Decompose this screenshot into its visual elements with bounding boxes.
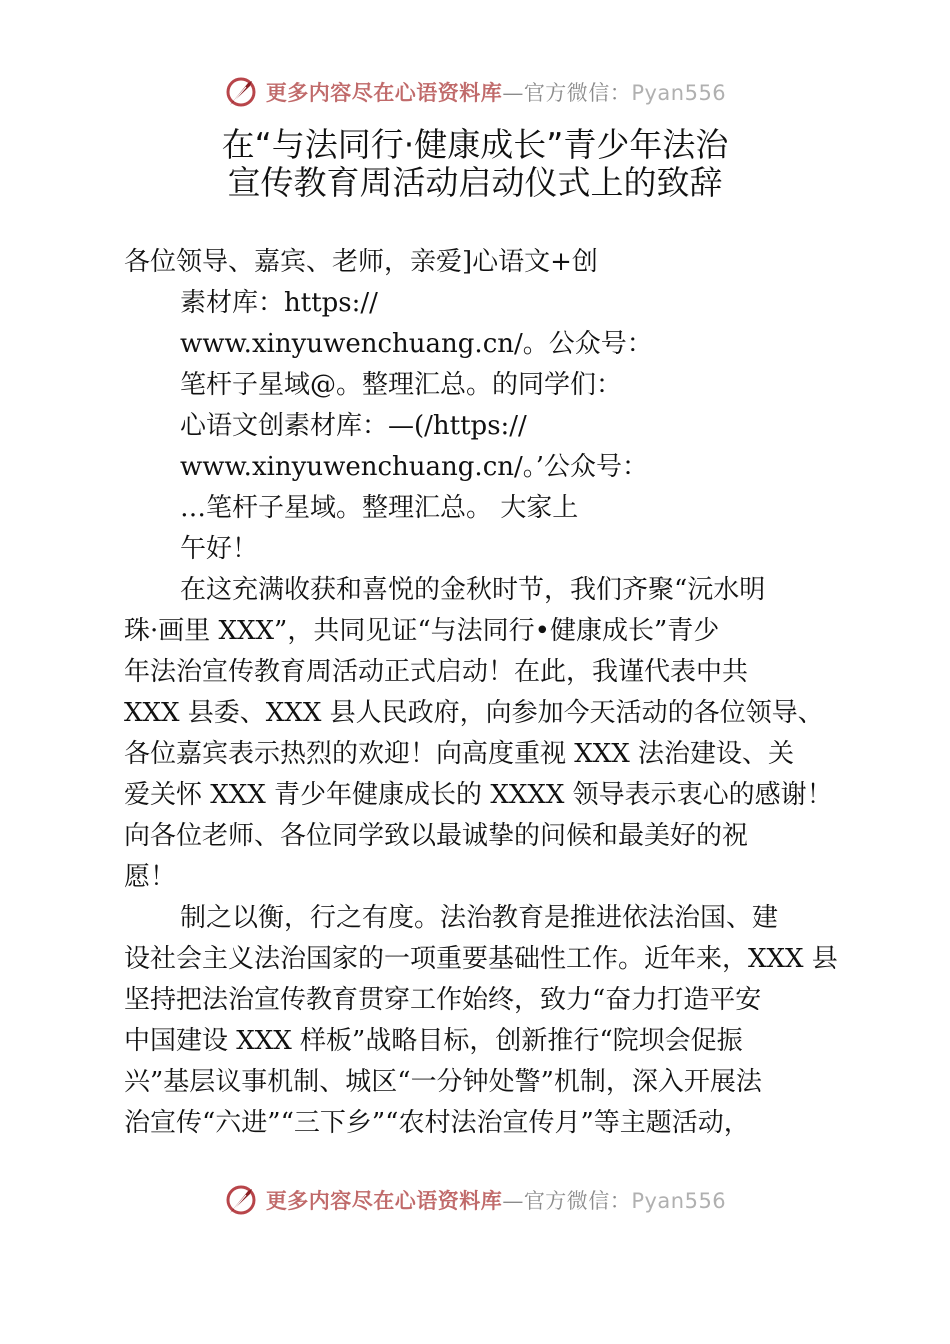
body-line: 笔杆子星域@。整理汇总。的同学们： (180, 370, 623, 400)
body-line: …笔杆子星域。整理汇总。 大家上 (180, 493, 579, 523)
paragraph-line: XXX 县委、XXX 县人民政府，向参加今天活动的各位领导、 (124, 698, 824, 728)
quill-pen-logo-icon (224, 75, 258, 109)
watermark-wechat-id: Pyan556 (631, 81, 727, 105)
title-line-2: 宣传教育周活动启动仪式上的致辞 (227, 163, 723, 202)
paragraph-line: 治宣传“六进”“三下乡”“农村法治宣传月”等主题活动， (124, 1108, 750, 1138)
paragraph-line: 在这充满收获和喜悦的金秋时节，我们齐聚“沅水明 (180, 575, 766, 605)
paragraph-line: 爱关怀 XXX 青少年健康成长的 XXXX 领导表示衷心的感谢！ (124, 780, 833, 810)
body-line: 各位领导、嘉宾、老师，亲爱]心语文+创 (124, 247, 598, 277)
watermark-text: 更多内容尽在心语资料库 (265, 1188, 503, 1213)
body-line: www.xinyuwenchuang.cn/。公众号： (180, 329, 653, 359)
paragraph-line: 中国建设 XXX 样板”战略目标，创新推行“院坝会促振 (124, 1026, 743, 1056)
watermark-text: 更多内容尽在心语资料库 (265, 80, 503, 105)
paragraph-line: 制之以衡，行之有度。法治教育是推进依法治国、建 (180, 903, 779, 933)
footer-watermark-banner (0, 1180, 950, 1220)
body-line: www.xinyuwenchuang.cn/。’公众号： (180, 452, 649, 482)
watermark-wechat-label: —官方微信： (502, 81, 632, 105)
header-watermark-banner (0, 72, 950, 112)
paragraph-line: 向各位老师、各位同学致以最诚挚的问候和最美好的祝 (124, 821, 749, 851)
watermark-wechat-label: —官方微信： (502, 1189, 632, 1213)
paragraph-line: 设社会主义法治国家的一项重要基础性工作。近年来，XXX 县 (124, 944, 838, 974)
paragraph-line: 各位嘉宾表示热烈的欢迎！向高度重视 XXX 法治建设、关 (124, 739, 795, 769)
paragraph-line: 年法治宣传教育周活动正式启动！在此，我谨代表中共 (124, 657, 749, 687)
title-line-1: 在“与法同行·健康成长”青少年法治 (221, 125, 729, 164)
document-title (0, 126, 950, 202)
body-line: 午好！ (180, 534, 259, 564)
paragraph-line: 珠·画里 XXX”，共同见证“与法同行•健康成长”青少 (124, 616, 720, 646)
body-line: 心语文创素材库：—(/https:// (180, 411, 527, 441)
watermark-wechat-id: Pyan556 (631, 1189, 727, 1213)
body-line: 素材库：https:// (180, 288, 378, 318)
quill-pen-logo-icon (224, 1183, 258, 1217)
paragraph-line: 坚持把法治宣传教育贯穿工作始终，致力“奋力打造平安 (124, 985, 762, 1015)
paragraph-line: 兴”基层议事机制、城区“一分钟处警”机制，深入开展法 (124, 1067, 762, 1097)
document-body (124, 242, 844, 1144)
paragraph-line: 愿！ (124, 862, 177, 892)
